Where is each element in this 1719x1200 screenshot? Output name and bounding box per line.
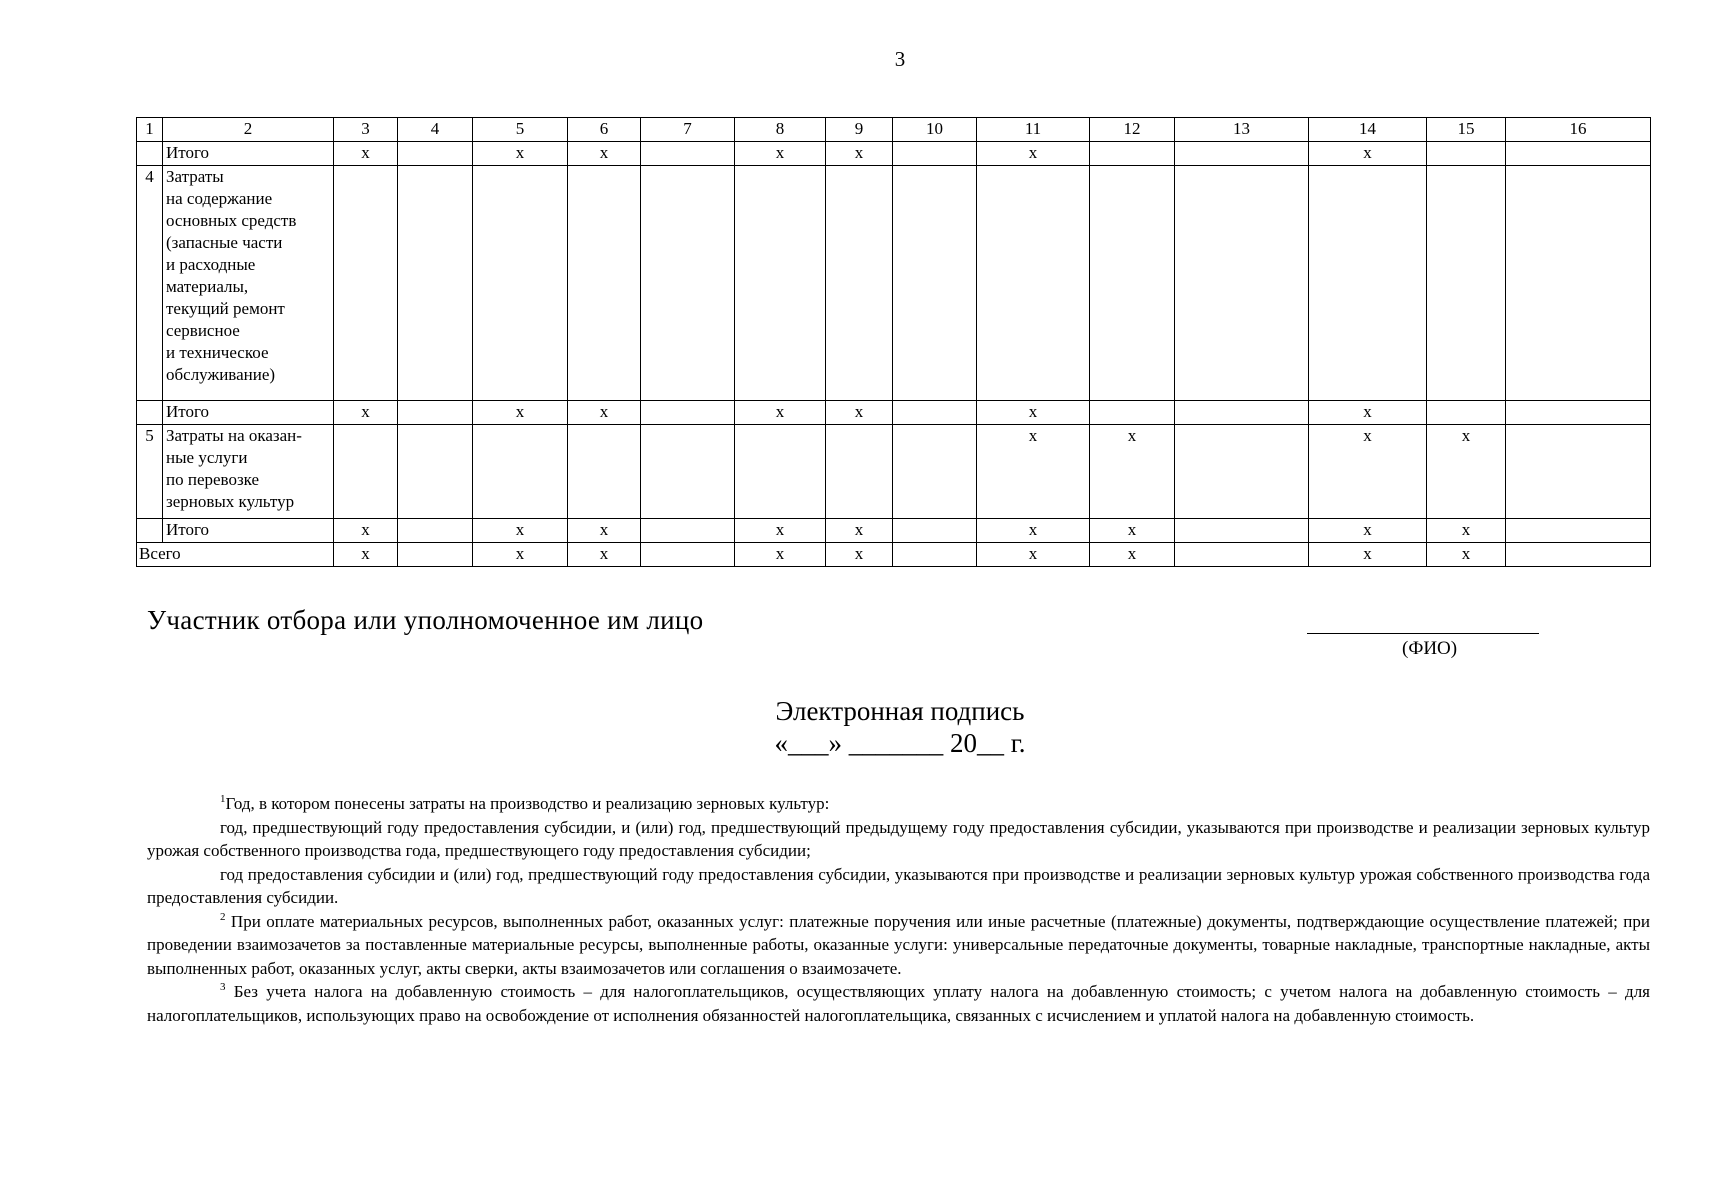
table-cell [398,142,473,166]
table-cell [1309,166,1427,401]
table-cell [334,425,398,519]
footnote-3-text: Без учета налога на добавленную стоимость – для налогоплательщиков, осуществляющих уплату налога на добавленную стоимость; с учетом налога на добавленную стоимость – для налогоплательщиков, использующих право на освобождение от исполнения обязанностей налогоплательщика, связанных с исчислением и уплатой налога на добавленную стоимость. [147,982,1650,1025]
footnote-2-text: При оплате материальных ресурсов, выполненных работ, оказанных услуг: платежные поручения или иные расчетные (платежные) документы, подтверждающие осуществление платежей; при проведении взаимозачетов за поставленные материальные ресурсы, выполненные работы, оказанные услуги: универсальные передаточные документы, товарные накладные, транспортные накладные, акты выполненных работ, оказанных услуг, акты сверки, акты взаимозачетов или соглашения о взаимозачете. [147,911,1650,978]
table-cell [1090,166,1175,401]
row-4-line: на содержание [166,189,273,208]
table-row-4 [137,166,1651,401]
table-cell [137,519,163,543]
table-cell [398,543,473,567]
table-cell [893,519,977,543]
x-mark: x [735,142,826,166]
row-4-line: Затраты [166,167,224,186]
table-cell [641,519,735,543]
table-cell [735,425,826,519]
x-mark: x [826,142,893,166]
row-4-line: основных средств [166,211,297,230]
x-mark: x [334,142,398,166]
table-cell [1427,142,1506,166]
x-mark: x [977,401,1090,425]
x-mark: x [568,519,641,543]
x-mark: x [977,543,1090,567]
table-row-itogo-4 [137,401,1651,425]
footnote-1-mark: 1 [220,793,226,805]
footnote-2 [147,910,1650,981]
table-cell [1506,401,1651,425]
column-header: 7 [641,118,735,142]
x-mark: x [1090,543,1175,567]
x-mark: x [568,401,641,425]
table-cell [1175,543,1309,567]
page-number: 3 [894,47,906,71]
table-row-5 [137,425,1651,519]
x-mark: x [1309,425,1427,519]
x-mark: x [1309,142,1427,166]
row-4-line: сервисное [166,321,240,340]
table-cell [1506,543,1651,567]
x-mark: x [473,142,568,166]
footnote-1-title-text: Год, в котором понесены затраты на производство и реализацию зерновых культур: [225,794,830,813]
column-header: 15 [1427,118,1506,142]
table-cell [398,425,473,519]
fio-caption: (ФИО) [1402,638,1458,659]
table-cell [473,425,568,519]
signer-label: Участник отбора или уполномоченное им лицо [147,605,704,635]
table-row-itogo-5 [137,519,1651,543]
footnote-3 [147,980,1650,1027]
table-cell [137,401,163,425]
x-mark: x [473,401,568,425]
x-mark: x [1309,401,1427,425]
row-4-line: обслуживание) [166,365,276,384]
column-header: 6 [568,118,641,142]
table-cell [893,166,977,401]
table-cell [473,166,568,401]
table-cell [1427,166,1506,401]
table-cell [1175,425,1309,519]
table-cell [568,166,641,401]
table-cell [641,401,735,425]
table-cell [398,166,473,401]
column-header: 5 [473,118,568,142]
table-cell [1090,142,1175,166]
table-cell [398,519,473,543]
table-cell [641,166,735,401]
column-header: 14 [1309,118,1427,142]
row-5-line: по перевозке [166,470,260,489]
table-cell [568,425,641,519]
x-mark: x [1427,543,1506,567]
x-mark: x [334,543,398,567]
table-cell [893,425,977,519]
x-mark: x [735,543,826,567]
table-cell [1175,142,1309,166]
table-cell [1506,166,1651,401]
row-4-description [163,166,334,401]
footnote-1-paragraph: год, предшествующий году предоставления субсидии, и (или) год, предшествующий предыдущему году предоставления субсидии, указываются при производстве и реализации зерновых культур урожая собственного производства года, предшествующего году предоставления субсидии; [147,817,1650,860]
column-header: 1 [137,118,163,142]
footnote-1-title [147,792,1650,816]
table-cell [826,166,893,401]
x-mark: x [1090,425,1175,519]
row-4-line: и расходные [166,255,256,274]
row-5-description [163,425,334,519]
row-5-line: зерновых культур [166,492,295,511]
row-number: 4 [137,166,163,401]
table-cell [641,425,735,519]
x-mark: x [1309,519,1427,543]
x-mark: x [1427,425,1506,519]
table-cell [735,166,826,401]
table-cell [1506,425,1651,519]
x-mark: x [568,543,641,567]
itogo-label: Итого [163,519,334,543]
x-mark: x [1309,543,1427,567]
column-header: 9 [826,118,893,142]
table-cell [1506,142,1651,166]
x-mark: x [977,425,1090,519]
table-cell [1175,401,1309,425]
x-mark: x [977,519,1090,543]
x-mark: x [826,543,893,567]
table-cell [826,425,893,519]
row-4-line: материалы, [166,277,249,296]
table-cell [893,543,977,567]
footnote-1-paragraph: год предоставления субсидии и (или) год, предшествующий году предоставления субсидии, указываются при производстве и реализации зерновых культур урожая собственного производства года предоставления субсидии. [147,864,1650,907]
electronic-signature-label: Электронная подпись [775,696,1025,726]
table-cell [137,142,163,166]
row-4-line: (запасные части [166,233,283,252]
table-cell [1175,519,1309,543]
x-mark: x [826,401,893,425]
footnote-2-mark: 2 [220,910,226,923]
row-5-line: Затраты на оказан- [166,426,302,445]
table-cell [641,142,735,166]
column-header: 13 [1175,118,1309,142]
x-mark: x [473,519,568,543]
table-header-row [137,118,1651,142]
date-line: «___» _______ 20__ г. [774,728,1026,758]
x-mark: x [977,142,1090,166]
row-5-line: ные услуги [166,448,248,467]
table-row-itogo-3 [137,142,1651,166]
column-header: 12 [1090,118,1175,142]
row-4-line: и техническое [166,343,269,362]
x-mark: x [568,142,641,166]
x-mark: x [334,401,398,425]
x-mark: x [1427,519,1506,543]
table-cell [641,543,735,567]
column-header: 11 [977,118,1090,142]
x-mark: x [1090,519,1175,543]
x-mark: x [334,519,398,543]
column-header: 4 [398,118,473,142]
table-cell [398,401,473,425]
x-mark: x [826,519,893,543]
column-header: 2 [163,118,334,142]
table-cell [1427,401,1506,425]
row-4-line: текущий ремонт [166,299,285,318]
table-cell [893,142,977,166]
cost-table [136,117,1651,567]
column-header: 10 [893,118,977,142]
itogo-label: Итого [163,401,334,425]
x-mark: x [473,543,568,567]
table-cell [334,166,398,401]
footnote-3-mark: 3 [220,981,226,993]
table-cell [893,401,977,425]
x-mark: x [735,401,826,425]
column-header: 3 [334,118,398,142]
row-number: 5 [137,425,163,519]
column-header: 16 [1506,118,1651,142]
footnotes [147,792,1650,1027]
column-header: 8 [735,118,826,142]
table-row-vsego [137,543,1651,567]
table-cell [1506,519,1651,543]
table-cell [1175,166,1309,401]
table-cell [1090,401,1175,425]
itogo-label: Итого [163,142,334,166]
table-cell [977,166,1090,401]
x-mark: x [735,519,826,543]
signature-line [1307,633,1539,634]
vsego-label: Всего [137,543,334,567]
